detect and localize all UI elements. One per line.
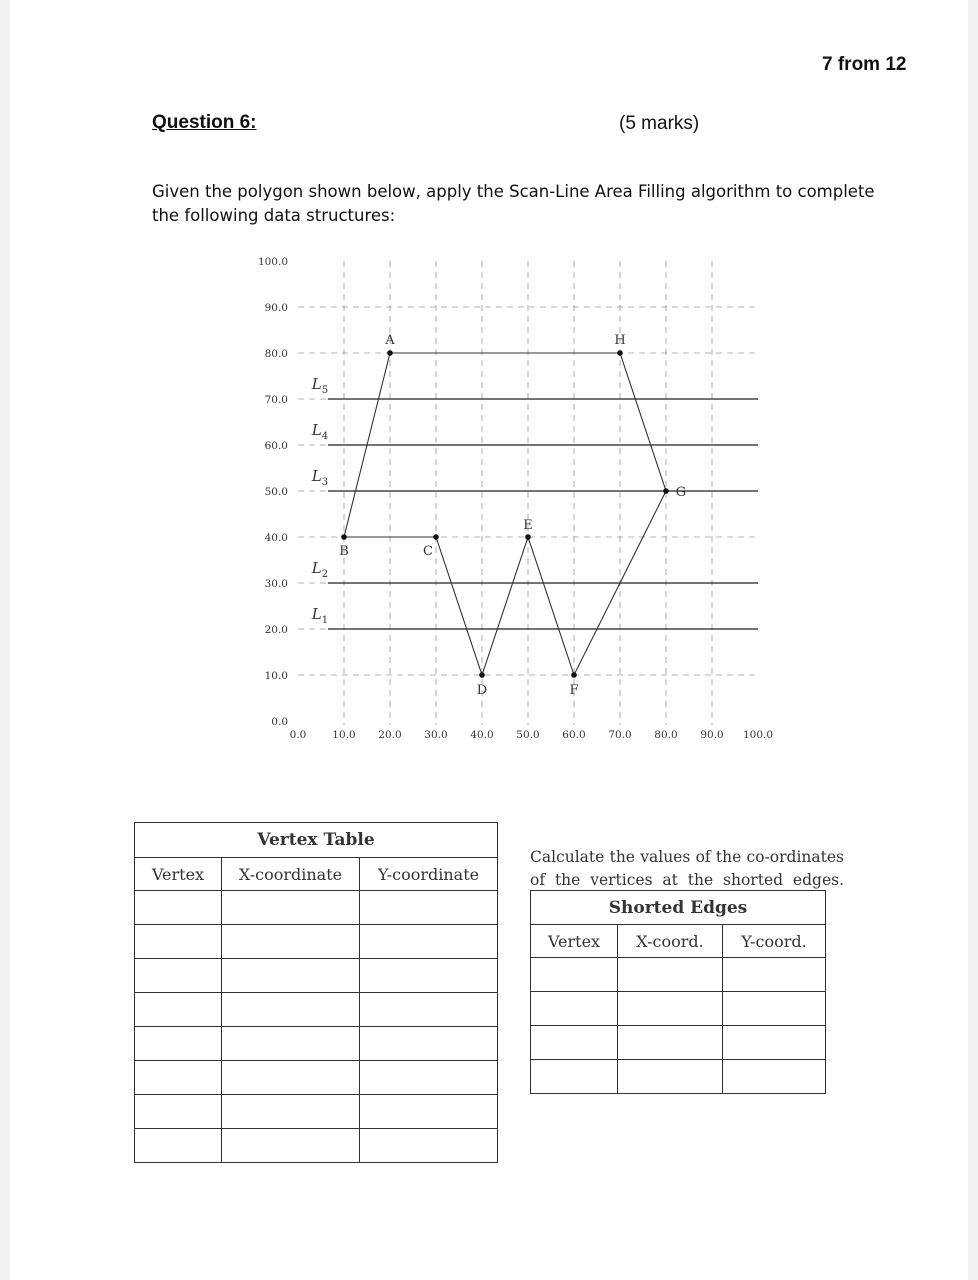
table-row bbox=[531, 992, 826, 1026]
table-cell[interactable] bbox=[135, 1027, 222, 1061]
y-tick-label: 60.0 bbox=[264, 440, 288, 452]
table-cell[interactable] bbox=[531, 1060, 618, 1094]
scan-line-label: $L_5$ bbox=[311, 375, 329, 396]
table-row bbox=[135, 1129, 498, 1163]
table-row bbox=[135, 925, 498, 959]
table-cell[interactable] bbox=[723, 992, 826, 1026]
col-y-coordinate: Y-coordinate bbox=[360, 858, 498, 891]
question-title: Question 6: bbox=[152, 112, 257, 133]
y-tick-label: 90.0 bbox=[264, 302, 288, 314]
table-row bbox=[135, 959, 498, 993]
x-tick-label: 0.0 bbox=[289, 729, 307, 741]
table-cell[interactable] bbox=[723, 958, 826, 992]
x-tick-label: 50.0 bbox=[516, 729, 540, 741]
vertex-point bbox=[663, 488, 669, 494]
table-cell[interactable] bbox=[222, 1061, 360, 1095]
y-tick-label: 100.0 bbox=[257, 256, 288, 268]
col-y-coord: Y-coord. bbox=[723, 925, 826, 958]
shorted-edges-title: Shorted Edges bbox=[531, 891, 826, 925]
vertex-label: B bbox=[339, 544, 349, 559]
vertex-point bbox=[433, 534, 439, 540]
vertex-point bbox=[341, 534, 347, 540]
x-tick-label: 80.0 bbox=[654, 729, 678, 741]
table-cell[interactable] bbox=[135, 1095, 222, 1129]
table-cell[interactable] bbox=[135, 1061, 222, 1095]
table-cell[interactable] bbox=[360, 993, 498, 1027]
table-row bbox=[531, 958, 826, 992]
table-cell[interactable] bbox=[222, 925, 360, 959]
table-cell[interactable] bbox=[222, 891, 360, 925]
y-tick-label: 0.0 bbox=[271, 716, 288, 728]
x-tick-label: 10.0 bbox=[332, 729, 356, 741]
shorted-edges-header bbox=[531, 925, 826, 958]
table-cell[interactable] bbox=[531, 958, 618, 992]
y-tick-label: 70.0 bbox=[264, 394, 288, 406]
table-row bbox=[135, 993, 498, 1027]
table-row bbox=[531, 1026, 826, 1060]
y-tick-label: 10.0 bbox=[264, 670, 288, 682]
x-tick-label: 20.0 bbox=[378, 729, 402, 741]
table-cell[interactable] bbox=[360, 1129, 498, 1163]
y-tick-label: 30.0 bbox=[264, 578, 288, 590]
table-cell[interactable] bbox=[618, 1026, 723, 1060]
table-cell[interactable] bbox=[135, 959, 222, 993]
vertex-label: E bbox=[523, 518, 533, 533]
col-x-coord: X-coord. bbox=[618, 925, 723, 958]
vertex-point bbox=[571, 672, 577, 678]
x-tick-label: 40.0 bbox=[470, 729, 494, 741]
x-tick-label: 70.0 bbox=[608, 729, 632, 741]
polygon-outline bbox=[344, 353, 666, 675]
table-cell[interactable] bbox=[360, 1027, 498, 1061]
vertex-table-title: Vertex Table bbox=[135, 823, 498, 858]
x-tick-label: 90.0 bbox=[700, 729, 724, 741]
table-cell[interactable] bbox=[618, 992, 723, 1026]
y-tick-label: 20.0 bbox=[264, 624, 288, 636]
table-cell[interactable] bbox=[531, 992, 618, 1026]
table-cell[interactable] bbox=[618, 1060, 723, 1094]
x-tick-label: 100.0 bbox=[742, 729, 774, 741]
vertex-point bbox=[617, 350, 623, 356]
table-cell[interactable] bbox=[360, 959, 498, 993]
table-cell[interactable] bbox=[135, 993, 222, 1027]
table-cell[interactable] bbox=[222, 1027, 360, 1061]
scan-line-label: $L_1$ bbox=[311, 605, 329, 626]
vertex-label: H bbox=[614, 333, 626, 348]
vertex-table bbox=[134, 822, 498, 1163]
col-vertex: Vertex bbox=[531, 925, 618, 958]
table-cell[interactable] bbox=[222, 959, 360, 993]
table-cell[interactable] bbox=[135, 1129, 222, 1163]
vertex-point bbox=[479, 672, 485, 678]
vertex-label: F bbox=[569, 683, 579, 698]
table-cell[interactable] bbox=[723, 1026, 826, 1060]
vertex-label: D bbox=[476, 683, 488, 698]
table-cell[interactable] bbox=[360, 925, 498, 959]
shorted-edges-note: Calculate the values of the co-ordinates of the vertices at the shorted edges. bbox=[530, 848, 844, 889]
scan-line-label: $L_3$ bbox=[311, 467, 329, 488]
vertex-label: C bbox=[423, 544, 433, 559]
x-tick-label: 60.0 bbox=[562, 729, 586, 741]
vertex-table-header bbox=[135, 858, 498, 891]
table-row bbox=[135, 1027, 498, 1061]
table-cell[interactable] bbox=[723, 1060, 826, 1094]
table-cell[interactable] bbox=[222, 1129, 360, 1163]
y-tick-label: 50.0 bbox=[264, 486, 288, 498]
table-row bbox=[531, 1060, 826, 1094]
table-cell[interactable] bbox=[135, 925, 222, 959]
y-tick-label: 40.0 bbox=[264, 532, 288, 544]
table-cell[interactable] bbox=[135, 891, 222, 925]
table-cell[interactable] bbox=[618, 958, 723, 992]
marks-label: (5 marks) bbox=[619, 113, 700, 134]
scan-line-label: $L_4$ bbox=[311, 421, 329, 442]
table-row bbox=[135, 891, 498, 925]
x-tick-label: 30.0 bbox=[424, 729, 448, 741]
vertex-label: A bbox=[385, 333, 395, 348]
vertex-point bbox=[525, 534, 531, 540]
table-cell[interactable] bbox=[222, 993, 360, 1027]
y-tick-label: 80.0 bbox=[264, 348, 288, 360]
table-cell[interactable] bbox=[222, 1095, 360, 1129]
question-instructions: Given the polygon shown below, apply the Scan-Line Area Filling algorithm to complete the following data structures: bbox=[152, 182, 875, 225]
vertex-point bbox=[387, 350, 393, 356]
col-x-coordinate: X-coordinate bbox=[222, 858, 360, 891]
vertex-label: G bbox=[675, 485, 687, 500]
table-cell[interactable] bbox=[531, 1026, 618, 1060]
table-cell[interactable] bbox=[360, 891, 498, 925]
table-cell[interactable] bbox=[360, 1095, 498, 1129]
scan-line-label: $L_2$ bbox=[311, 559, 329, 580]
shorted-edges-table bbox=[530, 890, 826, 1094]
table-row bbox=[135, 1095, 498, 1129]
col-vertex: Vertex bbox=[135, 858, 222, 891]
page-number: 7 from 12 bbox=[822, 54, 907, 75]
table-row bbox=[135, 1061, 498, 1095]
table-cell[interactable] bbox=[360, 1061, 498, 1095]
